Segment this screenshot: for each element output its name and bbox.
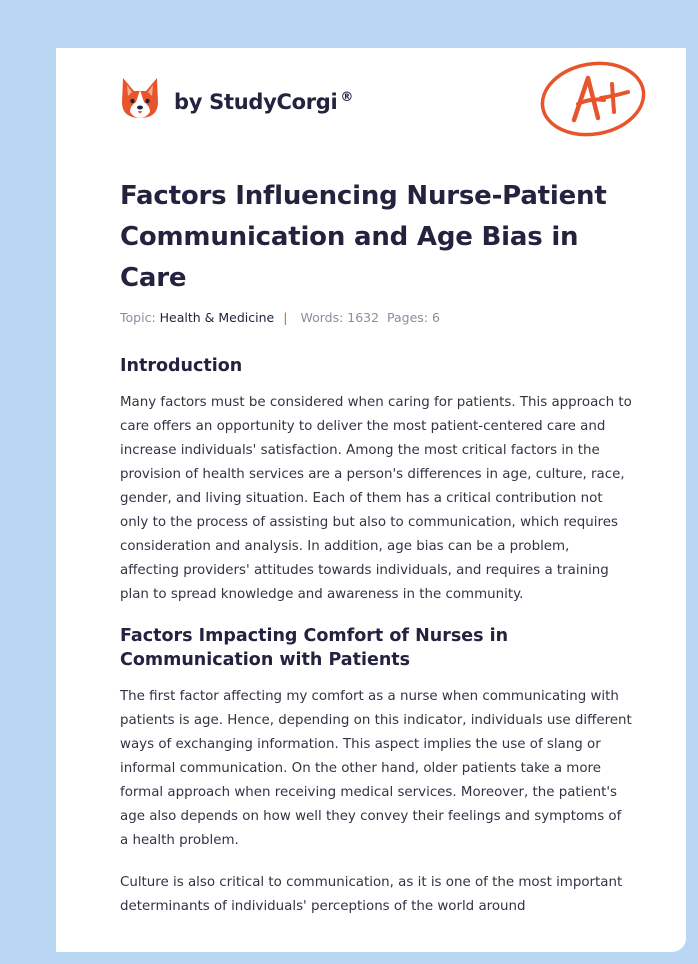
section-heading-introduction: Introduction (120, 356, 243, 376)
section-heading-factors: Factors Impacting Comfort of Nurses in Communication with Patients (120, 626, 509, 670)
topic-label: Topic: (120, 310, 156, 325)
paragraph-factors-culture: Culture is also critical to communication, as it is one of the most important determinants of individuals' perceptions of the world around (120, 875, 623, 914)
paragraph-introduction: Many factors must be considered when caring for patients. This approach to care offers an opportunity to deliver the most patient-centered care and increase individuals' satisfaction. Among the most critical factors in the provision of health services are a person's differences in age, culture, race, gender, and living situation. Each of them has a critical contribution not only to the process of assisting but also to communication, which requires consideration and analysis. In addition, age bias can be a problem, affecting providers' attitudes towards individuals, and requires a training plan to spread knowledge and awareness in the community. (120, 395, 632, 602)
a-plus-grade-icon (538, 58, 648, 140)
corgi-logo-icon (120, 76, 160, 120)
words-count: 1632 (347, 310, 380, 325)
pages-count: 6 (432, 310, 440, 325)
paragraph-factors-age: The first factor affecting my comfort as a nurse when communicating with patients is age. Hence, depending on this indicator, individuals use different ways of exchanging information. This aspect implies the use of slang or informal communication. On the other hand, older patients take a more formal approach when receiving medical services. Moreover, the patient's age also depends on how well they convey their feelings and symptoms of a health problem. (120, 689, 632, 848)
meta-separator: | (283, 310, 288, 325)
brand-name: by StudyCorgi ® (174, 90, 354, 114)
document-sheet (56, 48, 686, 952)
page-title: Factors Influencing Nurse-Patient Communication and Age Bias in Care (120, 181, 607, 293)
topic-link[interactable]: Health & Medicine (159, 310, 275, 325)
brand-header[interactable] (120, 76, 353, 120)
pages-label: Pages: (387, 310, 429, 325)
document-meta (120, 310, 440, 325)
words-label: Words: (300, 310, 344, 325)
